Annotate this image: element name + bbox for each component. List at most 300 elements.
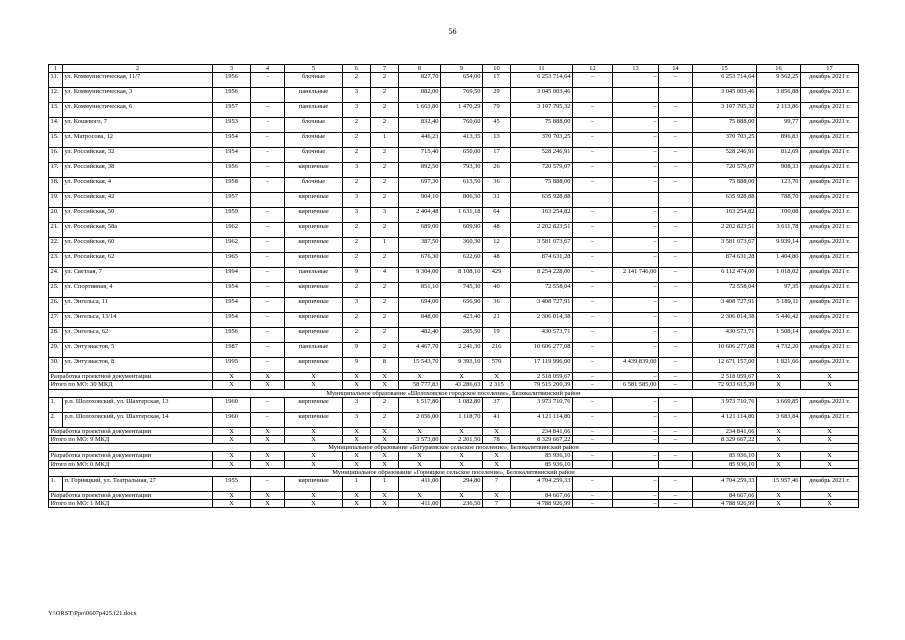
summary-label: Итого по МО: 1 МКД: [49, 500, 213, 508]
table-cell: кирпичные: [285, 163, 343, 178]
table-cell: 75 888,00: [693, 178, 757, 193]
table-cell: –: [573, 412, 613, 427]
table-cell: блочные: [285, 133, 343, 148]
table-cell: 1994: [213, 268, 251, 283]
table-cell: 1956: [213, 88, 251, 103]
table-cell: 2 056,00: [399, 412, 441, 427]
table-cell: кирпичные: [285, 412, 343, 427]
table-cell: 14.: [49, 118, 63, 133]
table-row: [49, 148, 859, 163]
table-row: [49, 88, 859, 103]
document-path: Y:\ORST\Ppo\0607p425.f21.docx: [48, 610, 137, 617]
table-cell: X: [371, 381, 399, 389]
column-number-cell: 9: [441, 65, 483, 73]
table-cell: –: [251, 298, 285, 313]
table-cell: 1960: [213, 397, 251, 412]
table-row: [49, 412, 859, 427]
table-row: [49, 223, 859, 238]
housing-repair-table-container: [48, 64, 858, 508]
table-cell: 4 704 259,33: [693, 477, 757, 492]
table-cell: X: [801, 381, 859, 389]
table-cell: 689,00: [399, 223, 441, 238]
table-cell: 656,90: [441, 298, 483, 313]
summary-row: [49, 460, 859, 468]
table-cell: 3: [371, 208, 399, 223]
table-cell: 1962: [213, 238, 251, 253]
table-cell: –: [613, 238, 659, 253]
table-cell: –: [251, 133, 285, 148]
table-cell: –: [659, 358, 693, 373]
table-cell: 2: [343, 313, 371, 328]
table-cell: 908,33: [757, 163, 801, 178]
table-cell: декабрь 2021 г.: [801, 328, 859, 343]
table-cell: 1956: [213, 328, 251, 343]
table-cell: 2 306 014,38: [511, 313, 573, 328]
table-cell: –: [659, 103, 693, 118]
table-cell: декабрь 2021 г.: [801, 148, 859, 163]
table-cell: 2: [371, 88, 399, 103]
table-cell: 2: [371, 397, 399, 412]
table-cell: 40: [483, 283, 511, 298]
table-cell: –: [613, 436, 659, 444]
table-cell: панельные: [285, 103, 343, 118]
table-cell: 360,30: [441, 238, 483, 253]
table-cell: –: [251, 163, 285, 178]
table-cell: 3 581 073,67: [511, 238, 573, 253]
table-cell: –: [613, 328, 659, 343]
table-cell: 745,30: [441, 283, 483, 298]
table-cell: 9 939,14: [757, 238, 801, 253]
table-cell: 72 933 615,39: [693, 381, 757, 389]
table-cell: –: [659, 118, 693, 133]
table-cell: ул. Российская, 32: [63, 148, 213, 163]
table-cell: декабрь 2021 г.: [801, 223, 859, 238]
table-cell: 13.: [49, 103, 63, 118]
table-cell: кирпичные: [285, 328, 343, 343]
table-cell: 85 936,10: [693, 460, 757, 468]
table-cell: кирпичные: [285, 298, 343, 313]
table-cell: 3 408 727,91: [693, 298, 757, 313]
table-cell: [573, 88, 613, 103]
table-cell: 2: [343, 148, 371, 163]
table-cell: –: [613, 397, 659, 412]
table-cell: 4 732,20: [757, 343, 801, 358]
table-cell: 9: [343, 358, 371, 373]
table-cell: X: [801, 373, 859, 381]
table-cell: 4 467,70: [399, 343, 441, 358]
table-cell: X: [371, 427, 399, 435]
section-heading-row: [49, 389, 859, 397]
table-cell: [251, 193, 285, 208]
table-cell: X: [757, 436, 801, 444]
table-cell: 3 408 727,91: [511, 298, 573, 313]
table-cell: –: [573, 500, 613, 508]
table-cell: X: [213, 381, 251, 389]
table-cell: –: [659, 253, 693, 268]
table-cell: X: [285, 500, 343, 508]
table-cell: кирпичные: [285, 238, 343, 253]
table-cell: 3: [343, 88, 371, 103]
table-cell: X: [343, 373, 371, 381]
table-cell: 6 112 474,00: [693, 268, 757, 283]
table-cell: X: [801, 460, 859, 468]
column-number-cell: 3: [213, 65, 251, 73]
table-cell: X: [371, 492, 399, 500]
table-cell: 2: [371, 193, 399, 208]
table-cell: 430 573,71: [693, 328, 757, 343]
municipality-heading: Муниципальное образование «Шолоховское городское поселение», Белокалитвинский район: [49, 389, 859, 397]
table-cell: панельные: [285, 268, 343, 283]
table-cell: 812,69: [757, 148, 801, 163]
table-cell: –: [659, 133, 693, 148]
column-number-row: [49, 65, 859, 73]
table-cell: 3 973 710,76: [511, 397, 573, 412]
table-cell: –: [573, 373, 613, 381]
table-cell: –: [659, 163, 693, 178]
table-cell: –: [573, 148, 613, 163]
table-cell: –: [573, 492, 613, 500]
table-cell: 1954: [213, 298, 251, 313]
table-cell: 2: [371, 343, 399, 358]
table-cell: 446,23: [399, 133, 441, 148]
table-cell: –: [251, 103, 285, 118]
column-number-cell: 6: [343, 65, 371, 73]
table-cell: X: [757, 373, 801, 381]
table-cell: –: [613, 103, 659, 118]
table-cell: 8 108,10: [441, 268, 483, 283]
table-cell: 23.: [49, 253, 63, 268]
table-cell: 1965: [213, 253, 251, 268]
table-cell: 1954: [213, 283, 251, 298]
table-cell: X: [213, 452, 251, 460]
table-cell: декабрь 2021 г.: [801, 397, 859, 412]
table-cell: –: [573, 103, 613, 118]
table-cell: 694,00: [399, 298, 441, 313]
table-cell: –: [573, 343, 613, 358]
table-cell: 650,00: [441, 148, 483, 163]
table-cell: X: [483, 373, 511, 381]
table-cell: 2: [371, 328, 399, 343]
table-cell: 5 446,42: [757, 313, 801, 328]
table-row: [49, 253, 859, 268]
table-cell: 622,60: [441, 253, 483, 268]
table-cell: –: [613, 253, 659, 268]
table-cell: 9: [343, 268, 371, 283]
table-cell: 851,10: [399, 283, 441, 298]
municipality-heading: Муниципальное образование «Горняцкое сельское поселение», Белокалитвинский район: [49, 468, 859, 476]
table-cell: 27.: [49, 313, 63, 328]
table-cell: –: [251, 397, 285, 412]
table-cell: 8: [371, 358, 399, 373]
table-cell: ул. Энгельса, 13/14: [63, 313, 213, 328]
summary-label: Разработка проектной документации: [49, 373, 213, 381]
table-cell: 22.: [49, 238, 63, 253]
table-cell: 1962: [213, 223, 251, 238]
column-number-cell: 13: [613, 65, 659, 73]
table-cell: р.п. Шолоховский, ул. Шахтерская, 14: [63, 412, 213, 427]
table-cell: 2: [371, 223, 399, 238]
table-cell: 2: [343, 238, 371, 253]
table-cell: 2 141 746,00: [613, 268, 659, 283]
table-cell: –: [251, 343, 285, 358]
column-number-cell: 4: [251, 65, 285, 73]
table-cell: [613, 460, 659, 468]
table-cell: X: [285, 492, 343, 500]
table-cell: –: [659, 223, 693, 238]
summary-label: Итого по МО: 0 МКД: [49, 460, 213, 468]
table-cell: X: [371, 500, 399, 508]
column-number-cell: 1: [49, 65, 63, 73]
table-cell: 97,35: [757, 283, 801, 298]
table-cell: 58 777,83: [399, 381, 441, 389]
table-row: [49, 238, 859, 253]
table-cell: –: [659, 298, 693, 313]
table-cell: 9 562,25: [757, 73, 801, 88]
table-cell: X: [285, 460, 343, 468]
table-cell: [573, 460, 613, 468]
table-cell: 528 246,91: [511, 148, 573, 163]
table-cell: 892,50: [399, 163, 441, 178]
table-cell: 2.: [49, 412, 63, 427]
table-cell: 1 404,80: [757, 253, 801, 268]
table-cell: –: [251, 358, 285, 373]
table-cell: 85 936,10: [693, 452, 757, 460]
summary-row: [49, 436, 859, 444]
table-cell: 720 579,07: [693, 163, 757, 178]
table-cell: X: [801, 492, 859, 500]
table-cell: X: [757, 460, 801, 468]
table-cell: 9 393,10: [441, 358, 483, 373]
table-cell: –: [573, 358, 613, 373]
table-cell: –: [573, 283, 613, 298]
table-cell: X: [285, 381, 343, 389]
table-cell: 17: [483, 73, 511, 88]
table-cell: 1957: [213, 193, 251, 208]
table-cell: 37: [483, 397, 511, 412]
table-cell: 904,10: [399, 193, 441, 208]
housing-repair-table: [48, 64, 859, 508]
table-cell: –: [573, 208, 613, 223]
table-cell: –: [573, 452, 613, 460]
table-cell: 2: [371, 73, 399, 88]
table-cell: –: [613, 500, 659, 508]
table-cell: 413,35: [441, 133, 483, 148]
table-cell: 12: [483, 238, 511, 253]
table-cell: декабрь 2021 г.: [801, 298, 859, 313]
table-cell: 1995: [213, 358, 251, 373]
table-cell: 2: [371, 148, 399, 163]
table-cell: 430 573,71: [511, 328, 573, 343]
summary-row: [49, 500, 859, 508]
table-cell: 654,00: [441, 73, 483, 88]
table-cell: 2: [371, 163, 399, 178]
table-cell: 285,50: [441, 328, 483, 343]
table-cell: X: [757, 381, 801, 389]
table-cell: 17.: [49, 163, 63, 178]
table-cell: 411,00: [399, 500, 441, 508]
table-cell: –: [659, 412, 693, 427]
summary-label: Разработка проектной документации: [49, 452, 213, 460]
table-cell: –: [659, 373, 693, 381]
table-cell: 25.: [49, 283, 63, 298]
table-cell: -: [251, 148, 285, 163]
table-cell: декабрь 2021 г.: [801, 238, 859, 253]
table-cell: 528 246,91: [693, 148, 757, 163]
table-cell: 75 888,00: [693, 118, 757, 133]
table-cell: декабрь 2021 г.: [801, 133, 859, 148]
table-cell: 387,50: [399, 238, 441, 253]
table-cell: ул. Российская, 62: [63, 253, 213, 268]
table-cell: ул. Коммунистическая, 11/7: [63, 73, 213, 88]
table-cell: кирпичные: [285, 253, 343, 268]
table-cell: X: [343, 460, 371, 468]
table-cell: 1: [371, 133, 399, 148]
table-cell: 26: [483, 163, 511, 178]
table-cell: X: [213, 500, 251, 508]
table-cell: X: [213, 436, 251, 444]
table-cell: 1 018,02: [757, 268, 801, 283]
table-cell: декабрь 2021 г.: [801, 118, 859, 133]
table-cell: 2: [343, 283, 371, 298]
table-cell: –: [613, 208, 659, 223]
table-cell: 2 202 823,51: [511, 223, 573, 238]
table-cell: X: [483, 492, 511, 500]
table-cell: 2 518 059,67: [511, 373, 573, 381]
table-cell: –: [613, 73, 659, 88]
table-cell: 17: [483, 148, 511, 163]
table-cell: X: [213, 492, 251, 500]
table-cell: 78: [483, 436, 511, 444]
table-cell: 2: [343, 223, 371, 238]
table-cell: 3 573,80: [399, 436, 441, 444]
table-cell: –: [659, 492, 693, 500]
table-cell: –: [251, 223, 285, 238]
table-cell: –: [573, 133, 613, 148]
table-cell: X: [343, 452, 371, 460]
table-cell: ул. Энгельса, 11: [63, 298, 213, 313]
table-cell: 43 286,63: [441, 381, 483, 389]
table-cell: [659, 193, 693, 208]
table-cell: 482,40: [399, 328, 441, 343]
table-cell: 1.: [49, 397, 63, 412]
table-cell: –: [659, 343, 693, 358]
table-cell: –: [659, 238, 693, 253]
table-cell: 2: [371, 118, 399, 133]
table-cell: 36: [483, 298, 511, 313]
table-cell: блочные: [285, 148, 343, 163]
table-cell: 1 508,14: [757, 328, 801, 343]
table-cell: 874 631,28: [693, 253, 757, 268]
table-cell: 36: [483, 178, 511, 193]
column-number-cell: 16: [757, 65, 801, 73]
table-cell: 9 304,00: [399, 268, 441, 283]
table-cell: 2: [371, 178, 399, 193]
table-cell: 715,40: [399, 148, 441, 163]
table-cell: 4 121 114,80: [693, 412, 757, 427]
table-cell: 2: [343, 253, 371, 268]
table-cell: 72 558,04: [693, 283, 757, 298]
table-cell: X: [441, 460, 483, 468]
table-cell: 896,83: [757, 133, 801, 148]
table-cell: 4 439 839,00: [613, 358, 659, 373]
table-cell: –: [251, 283, 285, 298]
column-number-cell: 14: [659, 65, 693, 73]
table-cell: -: [251, 118, 285, 133]
table-cell: 2: [343, 133, 371, 148]
table-cell: X: [801, 452, 859, 460]
table-cell: 609,90: [441, 223, 483, 238]
table-cell: X: [251, 373, 285, 381]
table-cell: 2: [371, 412, 399, 427]
table-cell: –: [613, 163, 659, 178]
table-cell: 100,08: [757, 208, 801, 223]
table-cell: 1 631,18: [441, 208, 483, 223]
table-cell: –: [613, 373, 659, 381]
table-cell: X: [285, 436, 343, 444]
table-cell: 10 606 277,08: [693, 343, 757, 358]
table-cell: X: [285, 452, 343, 460]
table-cell: –: [659, 268, 693, 283]
table-cell: 874 631,28: [511, 253, 573, 268]
table-cell: –: [251, 268, 285, 283]
table-cell: 79 515 200,39: [511, 381, 573, 389]
table-cell: 64: [483, 208, 511, 223]
table-cell: ул. Коммунистическая, 6: [63, 103, 213, 118]
table-row: [49, 163, 859, 178]
table-cell: 41: [483, 412, 511, 427]
table-cell: 4 704 259,33: [511, 477, 573, 492]
table-cell: декабрь 2021 г.: [801, 208, 859, 223]
table-cell: –: [659, 427, 693, 435]
table-cell: кирпичные: [285, 193, 343, 208]
table-row: [49, 178, 859, 193]
table-cell: 79: [483, 103, 511, 118]
table-cell: 2: [371, 298, 399, 313]
table-cell: X: [371, 452, 399, 460]
table-cell: ул. Матросова, 12: [63, 133, 213, 148]
table-cell: 28.: [49, 328, 63, 343]
table-cell: X: [213, 460, 251, 468]
table-row: [49, 298, 859, 313]
table-cell: 1956: [213, 73, 251, 88]
table-cell: 1 517,80: [399, 397, 441, 412]
table-cell: –: [613, 283, 659, 298]
table-cell: 3 611,78: [757, 223, 801, 238]
table-cell: 1 821,66: [757, 358, 801, 373]
table-cell: X: [251, 427, 285, 435]
table-cell: –: [573, 238, 613, 253]
column-number-cell: 17: [801, 65, 859, 73]
table-cell: X: [399, 460, 441, 468]
table-row: [49, 118, 859, 133]
table-cell: X: [441, 373, 483, 381]
table-cell: 6 253 714,64: [511, 73, 573, 88]
table-cell: –: [613, 298, 659, 313]
table-cell: 8 254 228,00: [511, 268, 573, 283]
table-cell: 26.: [49, 298, 63, 313]
table-cell: 48: [483, 223, 511, 238]
table-cell: 2: [371, 313, 399, 328]
table-cell: 1953: [213, 118, 251, 133]
table-cell: декабрь 2021 г.: [801, 343, 859, 358]
table-cell: 15 957,46: [757, 477, 801, 492]
table-cell: 3 973 710,76: [693, 397, 757, 412]
table-cell: X: [343, 500, 371, 508]
table-cell: панельные: [285, 343, 343, 358]
table-cell: ул. Российская, 4: [63, 178, 213, 193]
table-cell: –: [573, 73, 613, 88]
table-cell: –: [613, 412, 659, 427]
